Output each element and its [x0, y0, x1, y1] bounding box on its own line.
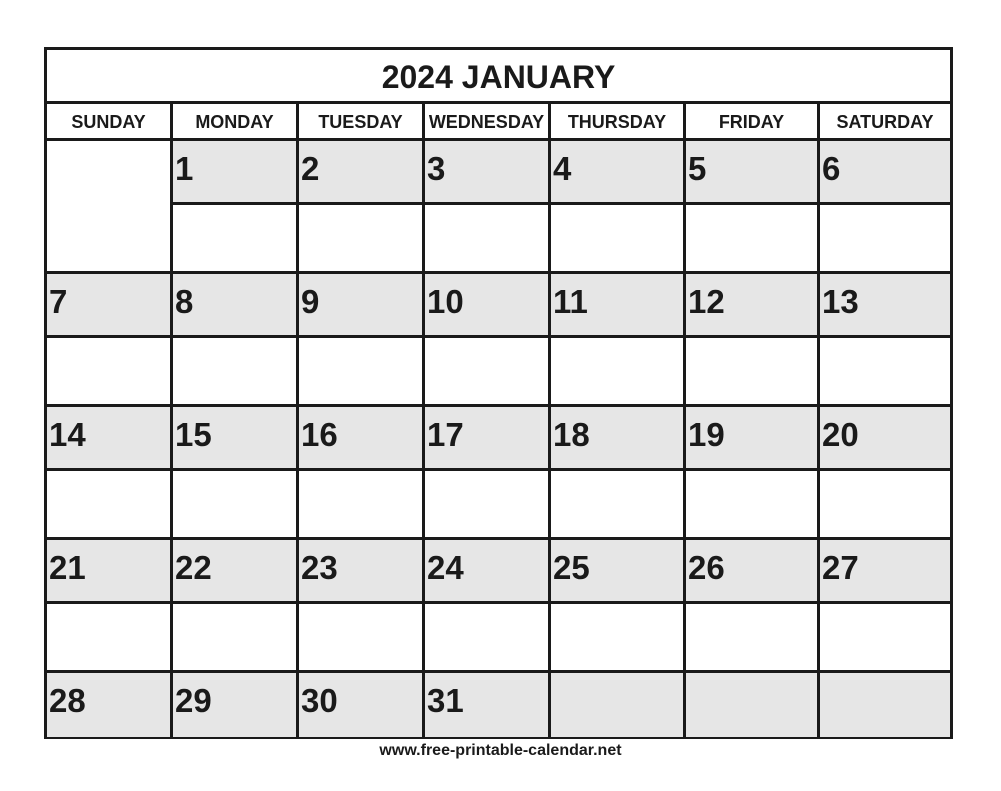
date-band — [299, 673, 422, 737]
date-band — [299, 141, 422, 205]
weekday-header: FRIDAY — [686, 104, 820, 141]
date-band — [686, 141, 817, 205]
day-number: 16 — [301, 416, 338, 453]
date-band — [47, 274, 170, 338]
day-number: 4 — [553, 150, 572, 187]
date-band — [173, 407, 296, 471]
date-band — [686, 673, 817, 737]
calendar — [44, 47, 953, 739]
date-band — [173, 141, 296, 205]
day-number: 15 — [175, 416, 212, 453]
day-number: 14 — [49, 416, 86, 453]
day-cell[interactable] — [173, 141, 299, 274]
date-band — [425, 274, 548, 338]
weekday-header: TUESDAY — [299, 104, 425, 141]
day-number: 29 — [175, 682, 212, 719]
empty-day-cell[interactable] — [47, 141, 173, 274]
day-cell[interactable] — [820, 141, 950, 274]
weekday-header: SUNDAY — [47, 104, 173, 141]
date-band — [820, 407, 950, 471]
day-cell[interactable] — [173, 673, 299, 736]
day-number: 8 — [175, 283, 194, 320]
date-band — [47, 540, 170, 604]
date-band — [173, 673, 296, 737]
calendar-title: 2024 JANUARY — [47, 50, 950, 104]
day-number: 19 — [688, 416, 725, 453]
day-number: 26 — [688, 549, 725, 586]
date-band — [820, 141, 950, 205]
day-number: 1 — [175, 150, 194, 187]
date-band — [299, 540, 422, 604]
day-number: 13 — [822, 283, 859, 320]
date-band — [686, 274, 817, 338]
date-band — [551, 673, 683, 737]
day-cell[interactable] — [47, 274, 173, 407]
date-band — [425, 540, 548, 604]
weekday-header: SATURDAY — [820, 104, 950, 141]
day-cell[interactable] — [686, 540, 820, 673]
day-cell[interactable] — [425, 673, 551, 736]
date-band — [173, 274, 296, 338]
day-number: 3 — [427, 150, 446, 187]
day-cell[interactable] — [299, 540, 425, 673]
day-cell[interactable] — [551, 540, 686, 673]
day-cell[interactable] — [551, 407, 686, 540]
weekday-header: THURSDAY — [551, 104, 686, 141]
day-cell[interactable] — [173, 274, 299, 407]
day-cell[interactable] — [686, 141, 820, 274]
day-number: 25 — [553, 549, 590, 586]
day-cell[interactable] — [425, 540, 551, 673]
date-band — [820, 540, 950, 604]
day-cell[interactable] — [425, 141, 551, 274]
date-band — [47, 673, 170, 737]
day-number: 11 — [553, 283, 588, 320]
date-band — [686, 407, 817, 471]
day-cell[interactable] — [299, 673, 425, 736]
day-cell[interactable] — [820, 407, 950, 540]
date-band — [820, 673, 950, 737]
day-number: 18 — [553, 416, 590, 453]
day-cell[interactable] — [686, 274, 820, 407]
date-band — [551, 407, 683, 471]
day-number: 5 — [688, 150, 707, 187]
date-band — [299, 274, 422, 338]
day-number: 9 — [301, 283, 320, 320]
date-band — [551, 141, 683, 205]
day-number: 17 — [427, 416, 464, 453]
day-number: 6 — [822, 150, 841, 187]
day-cell[interactable] — [551, 274, 686, 407]
day-cell[interactable] — [173, 540, 299, 673]
weekday-header: MONDAY — [173, 104, 299, 141]
date-band — [686, 540, 817, 604]
day-cell[interactable] — [299, 274, 425, 407]
day-number: 12 — [688, 283, 725, 320]
day-number: 22 — [175, 549, 212, 586]
date-band — [551, 540, 683, 604]
day-number: 20 — [822, 416, 859, 453]
day-number: 28 — [49, 682, 86, 719]
day-cell[interactable] — [47, 673, 173, 736]
day-cell[interactable] — [47, 407, 173, 540]
day-cell[interactable] — [820, 274, 950, 407]
day-cell[interactable] — [173, 407, 299, 540]
day-number: 10 — [427, 283, 464, 320]
day-cell[interactable] — [299, 407, 425, 540]
day-number: 31 — [427, 682, 464, 719]
day-number: 30 — [301, 682, 338, 719]
date-band — [173, 540, 296, 604]
day-cell[interactable] — [299, 141, 425, 274]
date-band — [425, 407, 548, 471]
day-cell[interactable] — [551, 141, 686, 274]
day-number: 2 — [301, 150, 320, 187]
date-band — [299, 407, 422, 471]
day-cell[interactable] — [47, 540, 173, 673]
empty-day-cell[interactable] — [686, 673, 820, 736]
date-band — [551, 274, 683, 338]
empty-day-cell[interactable] — [820, 673, 950, 736]
day-number: 27 — [822, 549, 859, 586]
day-number: 23 — [301, 549, 338, 586]
empty-day-cell[interactable] — [551, 673, 686, 736]
day-number: 24 — [427, 549, 464, 586]
day-cell[interactable] — [425, 407, 551, 540]
date-band — [425, 673, 548, 737]
day-cell[interactable] — [686, 407, 820, 540]
date-band — [425, 141, 548, 205]
date-band — [820, 274, 950, 338]
day-cell[interactable] — [425, 274, 551, 407]
date-band — [47, 407, 170, 471]
day-number: 7 — [49, 283, 68, 320]
weekday-header: WEDNESDAY — [425, 104, 551, 141]
day-number: 21 — [49, 549, 86, 586]
day-cell[interactable] — [820, 540, 950, 673]
footer-url[interactable]: www.free-printable-calendar.net — [379, 742, 622, 759]
